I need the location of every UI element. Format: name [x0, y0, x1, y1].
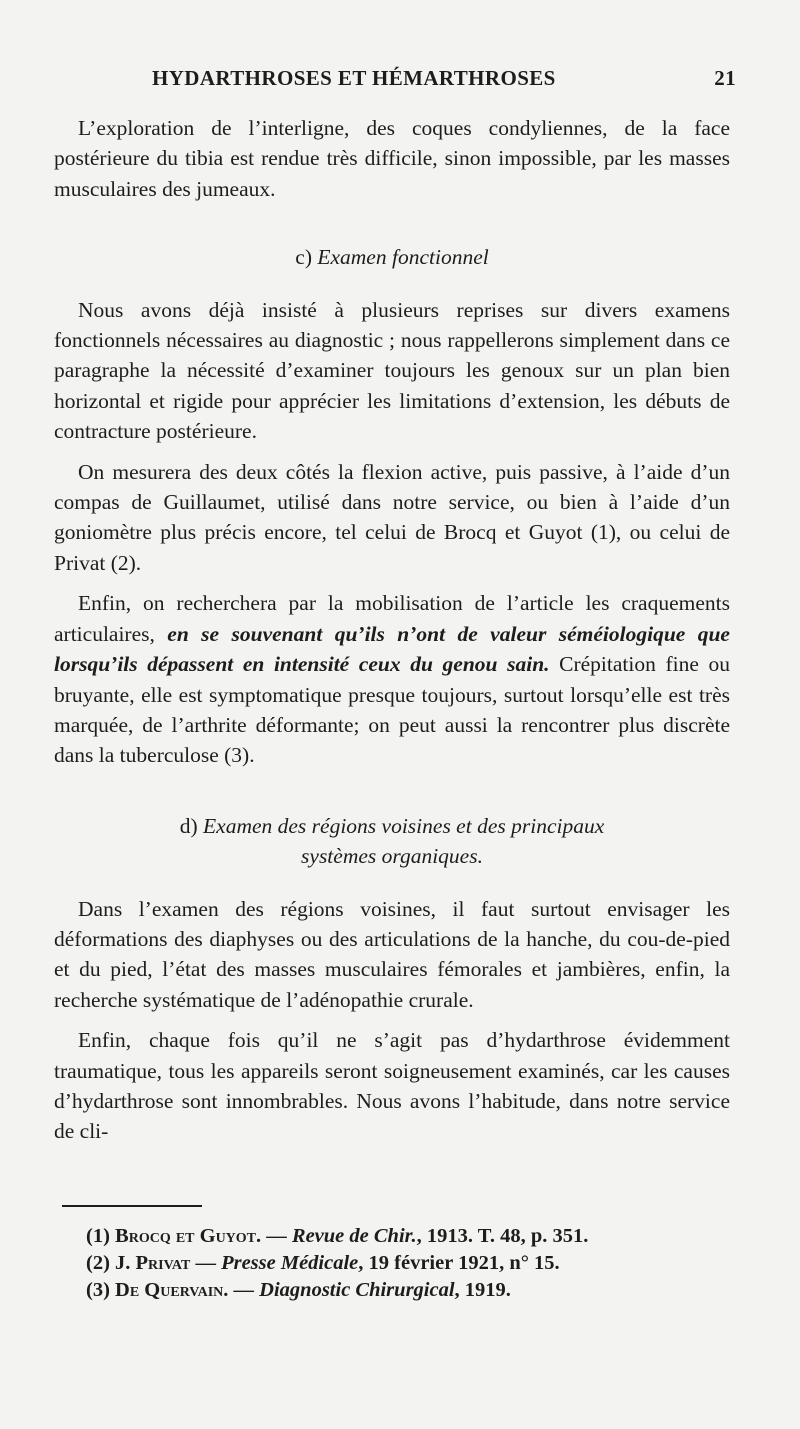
section-title: Examen fonctionnel	[317, 245, 489, 270]
section-letter: c)	[295, 245, 312, 270]
page-body	[54, 113, 730, 1147]
running-title: HYDARTHROSES ET HÉMARTHROSES	[152, 66, 556, 90]
paragraph-5: Dans l’examen des régions voisines, il faut surtout envisager les déformations des diaphyses ou des articulations de la hanche, du cou-de-pied et du pied, l’état des masses musculaires fémorales et jambières, enfin, la recherche systématique de l’adénopathie crurale.	[54, 896, 730, 1012]
footnote-details: , 19 février 1921, n° 15.	[358, 1251, 560, 1274]
paragraph-4-emphasis: en se souvenant qu’ils n’ont de valeur séméiologique que lorsqu’ils dépassent en intensité ceux du genou sain.	[54, 621, 730, 677]
footnote-number: (2)	[86, 1251, 110, 1274]
page-number: 21	[714, 66, 736, 90]
running-header	[152, 66, 736, 91]
footnote-journal: Revue de Chir.	[291, 1224, 417, 1247]
footnote-separator: —	[261, 1224, 292, 1247]
footnotes	[54, 1223, 730, 1304]
paragraph-2: Nous avons déjà insisté à plusieurs reprises sur divers examens fonctionnels nécessaires au diagnostic ; nous rappellerons simplement dans ce paragraphe la nécessité d’examiner toujours les genoux sur un plan bien horizontal et rigide pour apprécier les limitations d’extension, les débuts de contracture postérieure.	[54, 297, 730, 444]
footnote-separator: —	[190, 1251, 222, 1274]
footnote-details: , 1913. T. 48, p. 351.	[416, 1224, 589, 1247]
footnote-1	[54, 1223, 730, 1250]
paragraph-4-start: Enfin, on recherchera par la mobilisation de l’article les craquements articulaires,	[54, 591, 730, 646]
paragraph-4	[54, 588, 730, 770]
footnote-journal: Presse Médicale	[221, 1251, 359, 1274]
footnote-author: De Quervain.	[115, 1278, 229, 1301]
paragraph-1: L’exploration de l’interligne, des coques condyliennes, de la face postérieure du tibia est rendue très difficile, sinon impossible, par les masses musculaires des jumeaux.	[54, 116, 730, 201]
section-heading-c	[54, 242, 730, 272]
section-title-line-2: systèmes organiques.	[301, 844, 483, 869]
footnote-number: (1)	[86, 1224, 110, 1247]
section-heading-d	[54, 811, 730, 872]
section-title-line-1: Examen des régions voisines et des principaux	[203, 813, 605, 838]
footnote-separator: —	[228, 1278, 260, 1301]
footnote-details: , 1919.	[454, 1278, 511, 1301]
section-letter: d)	[179, 813, 198, 838]
footnote-divider	[62, 1205, 202, 1207]
paragraph-6: Enfin, chaque fois qu’il ne s’agit pas d’hydarthrose évidemment traumatique, tous les appareils seront soigneusement examinés, car les causes d’hydarthrose sont innombrables. Nous avons l’habitude, dans notre service de cli-	[54, 1028, 730, 1144]
footnote-journal: Diagnostic Chirurgical	[259, 1278, 455, 1301]
footnote-3	[54, 1277, 730, 1304]
footnote-author: Brocq et Guyot.	[115, 1224, 262, 1247]
footnote-author: J. Privat	[115, 1251, 191, 1274]
paragraph-3: On mesurera des deux côtés la flexion active, puis passive, à l’aide d’un compas de Guillaumet, utilisé dans notre service, ou bien à l’aide d’un goniomètre plus précis encore, tel celui de Brocq et Guyot (1), ou celui de Privat (2).	[54, 459, 730, 575]
footnote-2	[54, 1250, 730, 1277]
footnote-number: (3)	[86, 1278, 110, 1301]
paragraph-4-end: Crépitation fine ou bruyante, elle est symptomatique presque toujours, surtout lorsqu’elle est très marquée, de l’arthrite déformante; on peut aussi la rencontrer plus discrète dans la tuberculose (3).	[54, 652, 731, 768]
